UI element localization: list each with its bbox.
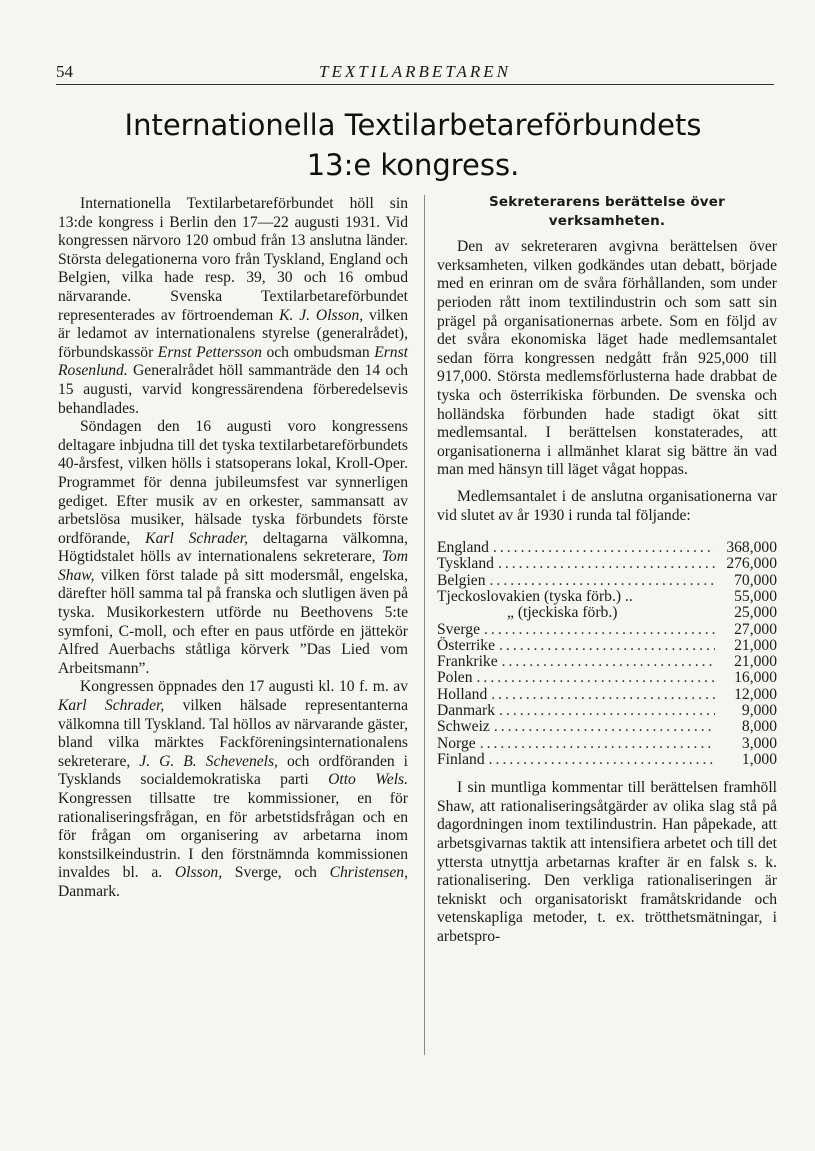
stat-value: 3,000 — [741, 734, 777, 752]
stat-country: Danmark — [437, 702, 496, 720]
article-title — [60, 105, 766, 185]
table-row — [437, 669, 777, 685]
table-row — [437, 751, 777, 767]
left-paragraph-3: Kongressen öppnades den 17 augusti kl. 10 f. m. av Karl Schrader, vilken hälsade representanterna välkomna till Tyskland. Tal höllos av närvarande gäster, bland vilka märktes Fackföreningsinternationalens sekreterare, J. G. B. Schevenels, och ordföranden i Tysklands socialdemokratiska parti Otto Wels. Kongressen tillsatte tre kommissioner, en för rationaliseringsfrågan, en för arbetstidsfrågan och en för frågan om organisering av arbetarna inom konstsilkeindustrin. I den förstnämnda kommissionen invaldes bl. a. Olsson, Sverge, och Christensen, Danmark. — [58, 678, 408, 900]
stat-country: Österrike — [437, 636, 496, 654]
table-row — [437, 637, 777, 653]
right-column — [437, 193, 777, 947]
stat-country: „ (tjeckiska förb.) — [507, 604, 618, 622]
table-row — [437, 718, 777, 734]
article-title-line1: Internationella Textilarbetareförbundets — [124, 108, 702, 142]
stat-country: Polen — [437, 669, 473, 687]
stat-value: 27,000 — [734, 620, 777, 638]
stat-country: Holland — [437, 685, 488, 703]
stat-country: Belgien — [437, 571, 486, 589]
stat-value: 12,000 — [734, 685, 777, 703]
article-title-line2: 13:e kongress. — [306, 148, 520, 182]
stat-value: 8,000 — [741, 718, 777, 736]
table-row — [437, 702, 777, 718]
stat-value: 55,000 — [734, 587, 777, 605]
page-number: 54 — [56, 62, 73, 81]
leader-dots — [489, 751, 715, 770]
table-row — [437, 686, 777, 702]
stat-value: 21,000 — [734, 653, 777, 671]
stat-value: 368,000 — [726, 539, 777, 557]
stat-value: 9,000 — [741, 702, 777, 720]
stat-country: Frankrike — [437, 653, 498, 671]
table-row — [437, 539, 777, 555]
column-divider — [424, 195, 425, 1055]
left-column — [58, 195, 408, 902]
right-paragraph-3: I sin muntliga kommentar till berättelsen framhöll Shaw, att rationaliseringsåtgärder av olika slag stå på dagordningen inom textilindustrin. Han påpekade, att arbetsgivarnas taktik att intensifiera arbetet och till det yttersta utnyttja arbetarnas krafter är en falsk s. k. rationalisering. Den verkliga rationaliseringen är tekniskt och organisatoriskt framåtskridande och vetenskapliga metoder, t. ex. trötthetsmätningar, i arbetspro- — [437, 779, 777, 945]
left-paragraph-1: Internationella Textilarbetareförbundet höll sin 13:de kongress i Berlin den 17—22 augusti 1931. Vid kongressen närvoro 120 ombud från 13 anslutna länder. Största delegationerna voro från Tyskland, England och Belgien, vilka hade resp. 39, 30 och 16 ombud närvarande. Svenska Textilarbetareförbundet representerades av förtroendeman K. J. Olsson, vilken är ledamot av internationalens styrelse (generalrådet), förbundskassör Ernst Pettersson och ombudsman Ernst Rosenlund. Generalrådet höll sammanträde den 14 och 15 augusti, varvid kongressärendena förberedelsevis behandlades. — [58, 195, 408, 417]
stat-value: 276,000 — [726, 555, 777, 573]
stat-country: Sverge — [437, 620, 481, 638]
stat-country: Finland — [437, 750, 485, 768]
page-header — [56, 62, 774, 85]
right-paragraph-1: Den av sekreteraren avgivna berättelsen över verksamheten, vilken godkändes utan debatt, började med en erinran om de svåra förhållanden, som under perioden rått inom textilindustrin och som satt sin prägel på organisationernas arbete. Som en följd av det svåra ekonomiska läget hade medlemsantalet sedan förra kongressen nedgått från 925,000 till 917,000. Största medlemsförlusterna hade drabbat de tyska och österrikiska förbunden. De svenska och holländska förbunden hade stadigt ökat sitt medlemsantal. I berättelsen konstaterades, att organisationerna i allmänhet klarat sig bättre än vad man med hänsyn till läget vågat hoppas. — [437, 238, 777, 479]
stat-value: 16,000 — [734, 669, 777, 687]
table-row — [437, 604, 777, 620]
running-title: TEXTILARBETAREN — [318, 62, 511, 81]
table-row — [437, 621, 777, 637]
stat-value: 21,000 — [734, 636, 777, 654]
table-row — [437, 735, 777, 751]
stat-country: Tyskland — [437, 555, 494, 573]
table-row — [437, 572, 777, 588]
stat-value: 70,000 — [734, 571, 777, 589]
stat-country: England — [437, 539, 489, 557]
table-row — [437, 555, 777, 571]
stat-country: Norge — [437, 734, 476, 752]
membership-table — [437, 539, 777, 767]
section-subheading: Sekreterarens berättelse över verksamheten. — [488, 194, 726, 229]
stat-value: 25,000 — [734, 604, 777, 622]
right-paragraph-2: Medlemsantalet i de anslutna organisationerna var vid slutet av år 1930 i runda tal följande: — [437, 487, 777, 524]
table-row — [437, 653, 777, 669]
stat-country: Tjeckoslovakien (tyska förb.) .. — [437, 587, 633, 605]
stat-value: 1,000 — [741, 750, 777, 768]
left-paragraph-2: Söndagen den 16 augusti voro kongressens deltagare inbjudna till det tyska textilarbetareförbundets 40-årsfest, vilken hölls i statsoperans lokal, Kroll-Oper. Programmet för denna jubileumsfest var synnerligen gediget. Efter musik av en orkester, sammansatt av arbetslösa musiker, hälsade tyska förbundets förste ordförande, Karl Schrader, deltagarna välkomna, Högtidstalet hölls av internationalens sekreterare, Tom Shaw, vilken först talade på sitt modersmål, engelska, därefter höll samma tal på franska och slutligen även på tyska. Musikorkestern utförde nu Beethovens 5:te symfoni, C-moll, och efter en paus utförde en jättekör Alfred Auerbachs ståtliga körverk ”Das Lied vom Arbeitsmann”. — [58, 418, 409, 677]
table-row — [437, 588, 777, 604]
stat-country: Schweiz — [437, 718, 490, 736]
